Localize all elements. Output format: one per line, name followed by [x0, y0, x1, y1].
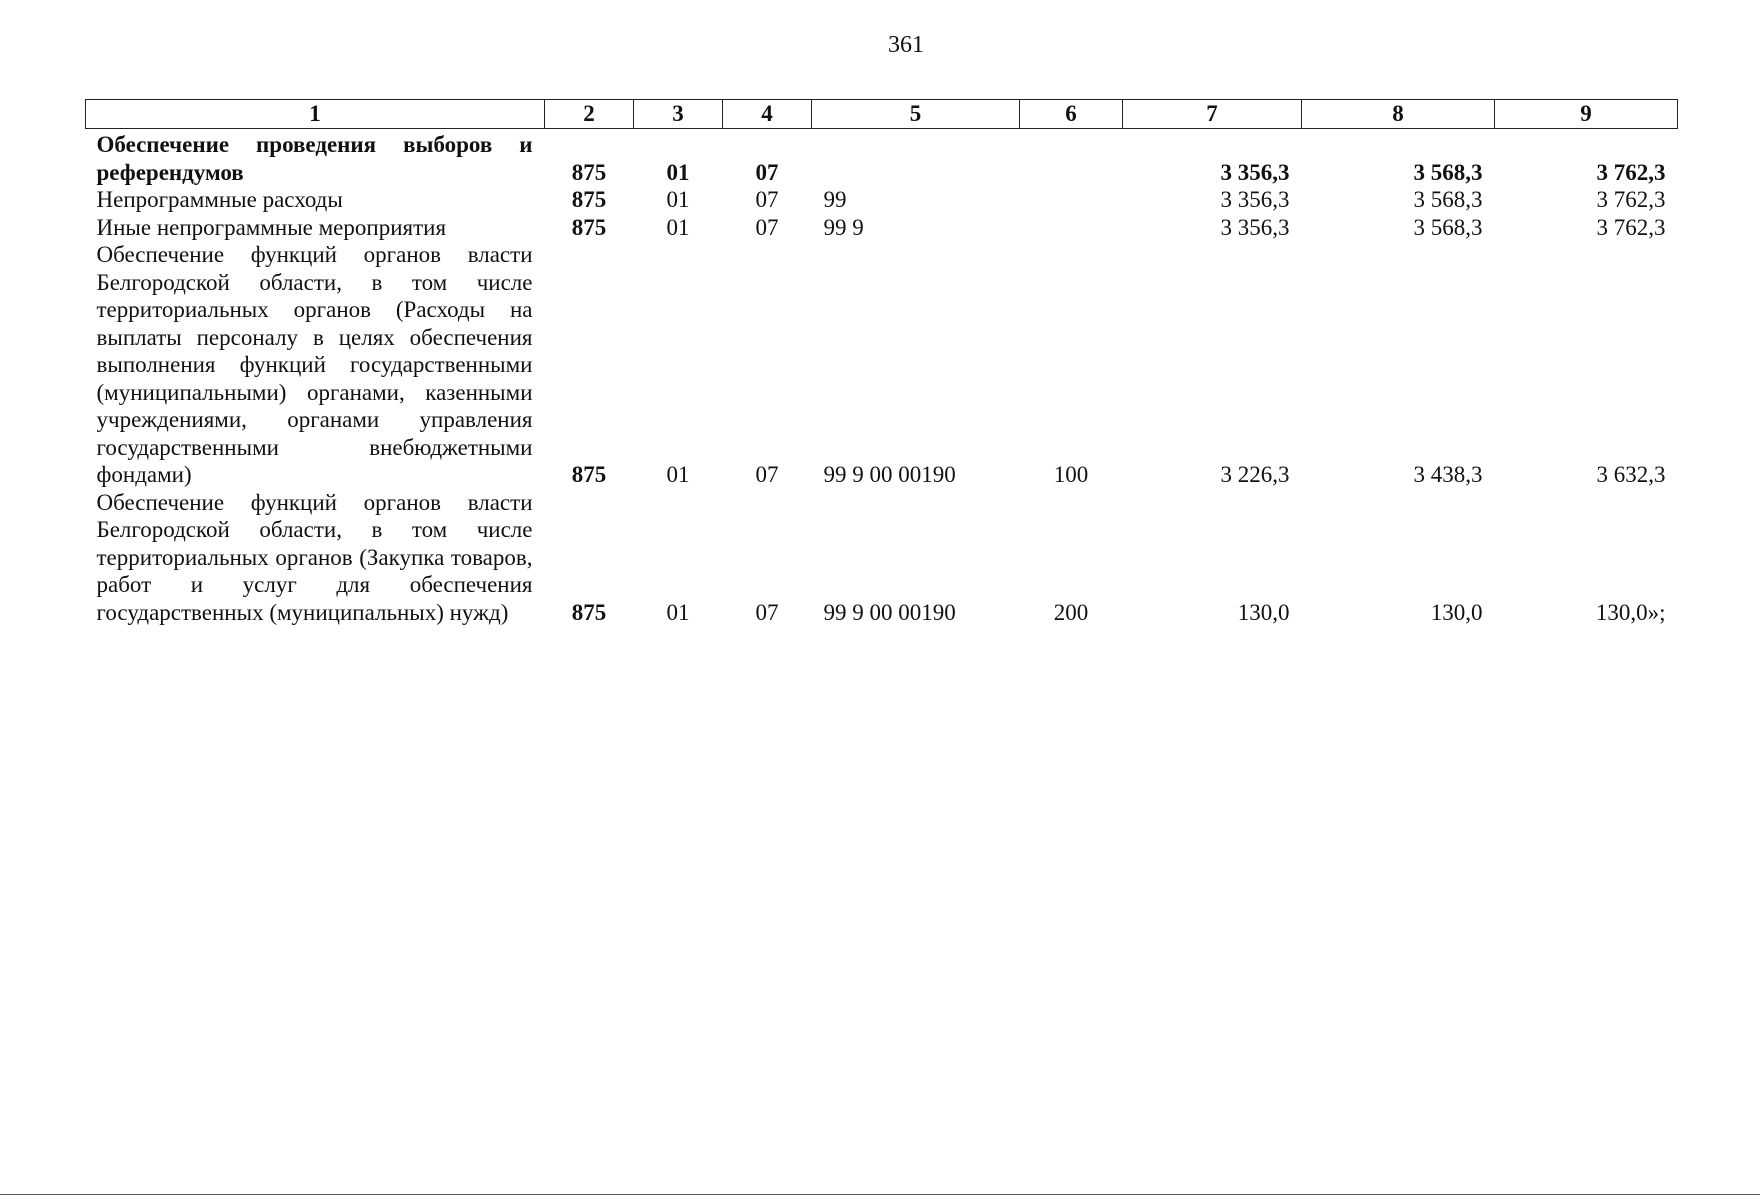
cell-col-3: 01 [666, 159, 690, 185]
col-header-5: 5 [812, 100, 1020, 129]
table-row [86, 241, 1678, 489]
cell-col-3: 01 [666, 599, 690, 625]
cell-col-4: 07 [755, 462, 779, 487]
table-row [86, 129, 1678, 187]
cell-col-6 [1020, 186, 1123, 214]
cell-col-4: 07 [755, 214, 779, 240]
cell-col-4: 07 [755, 159, 779, 185]
row-name: Непрограммные расходы [96, 187, 343, 212]
cell-col-8: 3 568,3 [1413, 187, 1483, 212]
cell-col-7: 3 356,3 [1220, 187, 1290, 212]
cell-col-9: 3 762,3 [1596, 159, 1666, 185]
col-header-4: 4 [723, 100, 812, 129]
row-name: Обеспечение проведения выборов и референдумов [96, 132, 533, 185]
cell-col-8: 3 568,3 [1413, 159, 1483, 185]
col-header-9: 9 [1495, 100, 1678, 129]
table-row [86, 489, 1678, 627]
row-name: Обеспечение функций органов власти Белгородской области, в том числе территориальных органов (Расходы на выплаты персоналу в целях обеспечения выполнения функций государственными (муниципальными) органами, казенными учреждениями, органами управления государственными внебюджетными фондами) [96, 242, 533, 487]
cell-col-4: 07 [755, 187, 779, 212]
cell-col-5: 99 9 00 00190 [823, 462, 956, 487]
header-row [86, 100, 1678, 129]
cell-col-7: 3 356,3 [1220, 159, 1290, 185]
cell-col-8: 3 438,3 [1413, 462, 1483, 487]
page-number: 361 [888, 32, 924, 58]
table-row [86, 186, 1678, 214]
cell-col-2: 875 [571, 462, 607, 487]
cell-col-8: 3 568,3 [1413, 214, 1483, 240]
row-name: Иные непрограммные мероприятия [96, 214, 447, 240]
cell-col-7: 3 226,3 [1220, 462, 1290, 487]
col-header-1: 1 [86, 100, 545, 129]
cell-col-2: 875 [571, 214, 607, 240]
cell-col-9: 3 632,3 [1596, 462, 1666, 487]
bottom-rule [0, 1194, 1760, 1195]
cell-col-5: 99 9 [823, 214, 864, 240]
cell-col-4: 07 [755, 599, 779, 625]
cell-col-5: 99 [823, 187, 847, 212]
cell-col-6 [1020, 214, 1123, 242]
cell-col-9: 3 762,3 [1596, 187, 1666, 212]
cell-col-3: 01 [666, 187, 690, 212]
cell-col-3: 01 [666, 214, 690, 240]
cell-col-2: 875 [571, 159, 607, 185]
table-row [86, 214, 1678, 242]
col-header-2: 2 [545, 100, 634, 129]
cell-col-7: 3 356,3 [1220, 214, 1290, 240]
col-header-7: 7 [1123, 100, 1302, 129]
cell-col-2: 875 [571, 599, 607, 625]
cell-col-6: 200 [1053, 599, 1089, 625]
cell-col-5: 99 9 00 00190 [823, 599, 956, 625]
cell-col-6: 100 [1053, 462, 1089, 487]
cell-col-7: 130,0 [1237, 599, 1290, 625]
cell-col-8: 130,0 [1430, 599, 1483, 625]
budget-table [85, 99, 1678, 626]
col-header-3: 3 [634, 100, 723, 129]
cell-col-9: 3 762,3 [1596, 214, 1666, 240]
cell-col-2: 875 [571, 187, 607, 212]
row-name: Обеспечение функций органов власти Белгородской области, в том числе территориальных органов (Закупка товаров, работ и услуг для обеспечения государственных (муниципальных) нужд) [96, 489, 533, 625]
col-header-6: 6 [1020, 100, 1123, 129]
cell-col-6 [1020, 129, 1123, 187]
cell-col-5 [812, 129, 1020, 187]
col-header-8: 8 [1302, 100, 1495, 129]
cell-col-9: 130,0»; [1595, 599, 1666, 625]
cell-col-3: 01 [666, 462, 690, 487]
